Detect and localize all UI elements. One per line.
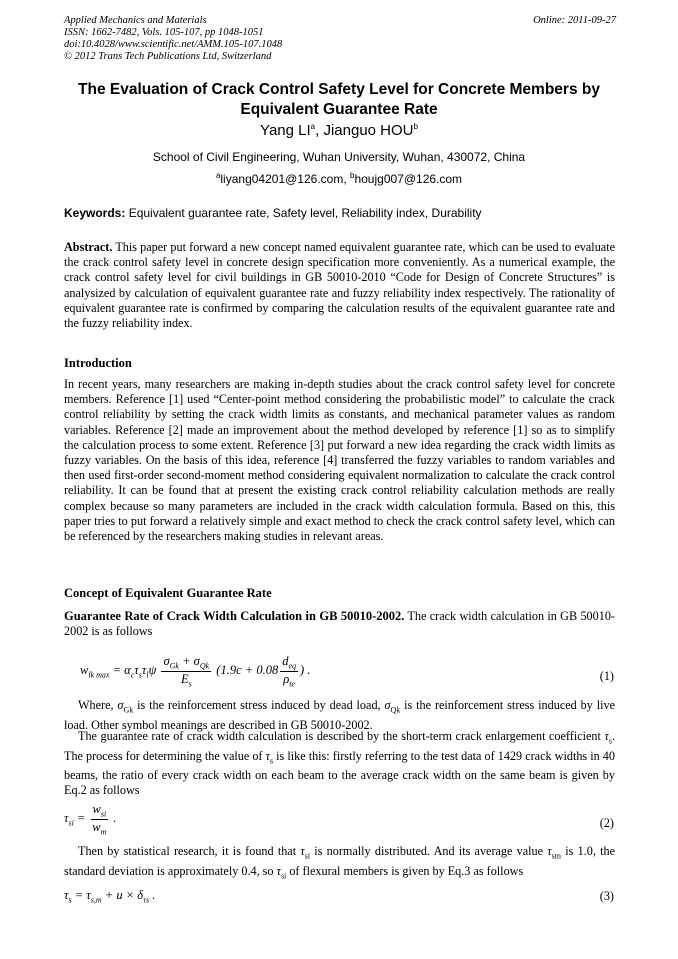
where-text-3: is the reinforcement stress induced by live load. Other symbol meanings are described in GB 50010-2002. bbox=[64, 698, 615, 732]
guarantee-rate-paragraph bbox=[64, 609, 615, 639]
author-1: Yang LI bbox=[260, 122, 311, 139]
author-2: Jianguo HOU bbox=[323, 122, 414, 139]
keywords-text: Equivalent guarantee rate, Safety level, Reliability index, Durability bbox=[125, 206, 482, 220]
author-1-mark: a bbox=[310, 122, 316, 131]
p3-text-4: of flexural members is given by Eq.3 as follows bbox=[286, 863, 524, 878]
p2-text-2: . The process for determining the value of bbox=[64, 729, 615, 763]
guarantee-process-paragraph: The guarantee rate of crack width calculation is described by the short-term crack enlargement coefficient $\tau_s$. The process for determining the value of $\tau_s$ is like this: firstly referring to the test data of 1429 crack widths in 40 beams, the ratio of every crack width on each beam to the average crack width on the same beam is given by Eq.2 as follows bbox=[64, 729, 615, 798]
concept-heading: Concept of Equivalent Guarantee Rate bbox=[64, 586, 272, 600]
email-separator: , bbox=[343, 172, 350, 186]
equation-3-number: (3) bbox=[599, 889, 614, 903]
authors bbox=[0, 122, 678, 139]
page-header bbox=[64, 15, 616, 63]
p3-text-1: Then by statistical research, it is found that bbox=[78, 844, 301, 858]
introduction-text: In recent years, many researchers are making in-depth studies about the crack control safety level for concrete members. Reference [1] used “Center-point method considering the probabilistic model” to calculate the crack control reliability by setting the crack width limits as constants, and mechanical parameter values as random variables. Reference [2] made an improvement about the method developed by reference [1] so as to simplify the calculation process to some extent. Reference [3] put forward a new idea regarding the crack width limits as fuzzy variables. On the basis of this idea, reference [4] transferred the fuzzy variables to random variables and then used first-order second-moment method considering equivalent normalization to calculate the crack control reliability. It can be found that at present the existing crack control reliability calculation methods are really complex because so many parameters are included in the crack width calculation formula. Based on this, this paper tries to put forward a relatively simple and exact method to check the crack control safety level, which can be referenced by the researchers making studies in relevant areas. bbox=[64, 377, 615, 544]
subheading-text: The crack width calculation in GB 50010-2002 is as follows bbox=[64, 609, 615, 639]
equation-1: $w_{lk max} = \alpha_c\tau_s\tau_l\psi$ $\frac{\sigma_{Gk} + \sigma_{Qk}}{E_s}$ (1.9c + 0.08 $\frac{d_{eq}}{\rho_{te}}$ ) . bbox=[80, 654, 311, 688]
p3-text-3: is 1.0, the standard deviation is approximately 0.4, so bbox=[64, 844, 615, 878]
online-date: Online: 2011-09-27 bbox=[533, 15, 616, 26]
abstract-text: This paper put forward a new concept named equivalent guarantee rate, which can be used to evaluate the crack control safety level in concrete design specification more conveniently. As a numerical example, the crack control safety level for civil buildings in GB 50010-2010 “Code for Design of Concrete Structures” is analysized by calculation of equivalent guarantee rate and fuzzy reliability index respectively. The rationality of equivalent guarantee rate is confirmed by comparing the calculation results of the equivalent guarantee rate and the fuzzy reliability index. bbox=[64, 240, 615, 331]
sigma-qk-symbol: σ bbox=[384, 698, 391, 712]
where-text-2: is the reinforcement stress induced by dead load, bbox=[133, 698, 385, 712]
abstract-label: Abstract. bbox=[64, 240, 113, 254]
journal-name: Applied Mechanics and Materials bbox=[64, 15, 207, 26]
affiliation: School of Civil Engineering, Wuhan University, Wuhan, 430072, China bbox=[152, 150, 526, 164]
email-2-mark: b bbox=[350, 171, 355, 180]
author-2-mark: b bbox=[413, 122, 418, 131]
equation-2: $\tau_{si}$ = $\frac{w_{si}}{w_m}$ . bbox=[64, 802, 117, 836]
copyright: © 2012 Trans Tech Publications Ltd, Switzerland bbox=[64, 51, 272, 62]
p2-text-3: is like this: firstly referring to the test data of 1429 crack widths in 40 beams, the ratio of every crack width on each beam to the average crack width on the same beam is given by Eq.2 as follows bbox=[64, 748, 615, 798]
email-2[interactable]: houjg007@126.com bbox=[354, 172, 463, 186]
doi: doi:10.4028/www.scientific.net/AMM.105-107.1048 bbox=[64, 39, 283, 50]
paper-title: The Evaluation of Crack Control Safety Level for Concrete Members by Equivalent Guarantee Rate bbox=[78, 81, 600, 118]
author-separator: , bbox=[315, 122, 324, 139]
sigma-gk-symbol: σ bbox=[117, 698, 124, 712]
where-paragraph bbox=[64, 698, 615, 733]
abstract bbox=[64, 240, 615, 331]
p3-text-2: is normally distributed. And its average value bbox=[310, 844, 548, 858]
introduction-heading: Introduction bbox=[64, 356, 132, 370]
email-1[interactable]: liyang04201@126.com bbox=[220, 172, 344, 186]
qk-subscript: Qk bbox=[390, 705, 401, 715]
equation-1-number: (1) bbox=[599, 669, 614, 683]
emails bbox=[0, 171, 678, 186]
issn: ISSN: 1662-7482, Vols. 105-107, pp 1048-1051 bbox=[64, 27, 264, 38]
keywords-label: Keywords: bbox=[64, 206, 126, 220]
keywords bbox=[64, 206, 482, 220]
equation-3: $\tau_s = \tau_{s,m} + u \times \delta_{\tau s}$ . bbox=[64, 888, 156, 905]
subheading: Guarantee Rate of Crack Width Calculation in GB 50010-2002. bbox=[64, 609, 405, 623]
gk-subscript: Gk bbox=[123, 705, 134, 715]
where-text-1: Where, bbox=[78, 698, 118, 712]
equation-2-number: (2) bbox=[599, 816, 614, 830]
email-1-mark: a bbox=[215, 171, 221, 180]
p2-text-1: The guarantee rate of crack width calculation is described by the short-term crack enlargement coefficient bbox=[78, 729, 605, 743]
statistics-paragraph: Then by statistical research, it is found that $\tau_{si}$ is normally distributed. And its average value $\tau_{sm}$ is 1.0, the standard deviation is approximately 0.4, so $\tau_{si}$ of flexural members is given by Eq.3 as follows bbox=[64, 844, 615, 881]
